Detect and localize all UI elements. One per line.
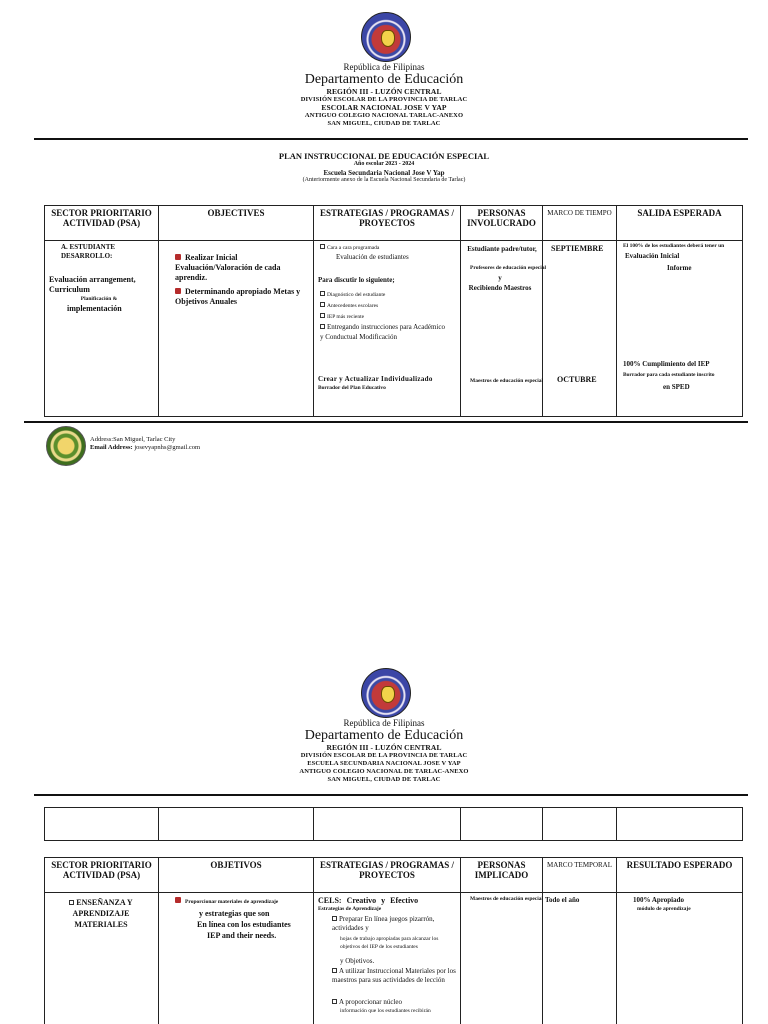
checkbox-icon	[320, 324, 325, 329]
output2-2: módulo de aprendizaje	[637, 906, 691, 912]
header-persons: PERSONAS INVOLUCRADO	[461, 206, 543, 241]
header-time: MARCO DE TIEMPO	[543, 206, 617, 241]
sector-item-2: ENSEÑANZA Y APRENDIZAJE MATERIALES	[49, 897, 153, 930]
output-5: Borrador para cada estudiante inscrito	[623, 372, 715, 378]
persons-2: Profesores de educación especial	[470, 265, 547, 271]
footer-contact	[90, 436, 200, 452]
strategy2-sub: Estrategias de Aprendizaje	[318, 906, 382, 912]
deped-seal-icon-2	[361, 668, 411, 718]
output-2: Evaluación Inicial	[625, 252, 680, 260]
objective-1: Realizar Inicial Evaluación/Valoración de cada aprendiz.	[175, 253, 281, 282]
sector-eval: Evaluación arrangement, Curriculum	[49, 275, 136, 294]
city-label: SAN MIGUEL, CIUDAD DE TARLAC	[327, 120, 441, 127]
header-sector: SECTOR PRIORITARIO ACTIVIDAD (PSA)	[45, 206, 159, 241]
department-title-2: Departamento de Educación	[304, 728, 464, 743]
objectives-cell-2	[159, 893, 314, 1024]
output2-1: 100% Apropiado	[633, 896, 685, 904]
time-cell	[543, 241, 617, 417]
school-label-2: ESCUELA SECUNDARIA NACIONAL JOSE V YAP	[307, 760, 461, 767]
empty-cell	[45, 808, 159, 841]
sector-impl: implementación	[67, 304, 122, 313]
strategy2-5: A proporcionar núcleo	[332, 998, 456, 1006]
letterhead-top	[0, 62, 768, 128]
strategy2-cels: CELS: Creativo y Efectivo	[318, 896, 419, 905]
school-seal-icon	[46, 426, 86, 466]
output-6: en SPED	[663, 383, 690, 391]
checkbox-icon	[332, 999, 337, 1004]
output-cell	[617, 241, 743, 417]
school-label: ESCOLAR NACIONAL JOSE V YAP	[321, 103, 447, 112]
header-strategies: ESTRATEGIAS / PROGRAMAS / PROYECTOS	[314, 206, 461, 241]
header-objectives-2: OBJETIVOS	[159, 858, 314, 893]
strategy2-4: A utilizar Instruccional Materiales por los maestros para sus actividades de lección	[332, 967, 456, 984]
strategy2-3: y Objetivos.	[340, 957, 375, 965]
school-year: Año escolar 2023 - 2024	[353, 161, 415, 167]
letterhead-second	[0, 718, 768, 784]
output-4: 100% Cumplimiento del IEP	[623, 360, 710, 368]
sector-cell	[45, 241, 159, 417]
annex-label-2: ANTIGUO COLEGIO NACIONAL DE TARLAC-ANEXO	[299, 768, 469, 775]
output-3: Informe	[667, 264, 692, 272]
plan-table-2-empty	[44, 807, 743, 841]
strategy-eval: Evaluación de estudiantes	[336, 253, 409, 261]
objective2-2: y estrategias que son	[199, 909, 270, 918]
header-strategies-2: ESTRATEGIAS / PROGRAMAS / PROYECTOS	[314, 858, 461, 893]
strategy2-2: hojas de trabajo apropiadas para alcanzar los objetivos del IEP de los estudiantes	[340, 936, 439, 950]
strategy-sub-3: IEP más reciente	[320, 313, 364, 320]
plan-school: Escuela Secundaria Nacional Jose V Yap	[323, 169, 445, 177]
division-label: DIVISIÓN ESCOLAR DE LA PROVINCIA DE TARLAC	[300, 96, 468, 103]
email-link[interactable]: josevyapnhs@gmail.com	[134, 444, 201, 451]
header-sector-2: SECTOR PRIORITARIO ACTIVIDAD (PSA)	[45, 858, 159, 893]
objective2-3: En línea con los estudiantes	[197, 920, 291, 929]
persons-cell-2	[461, 893, 543, 1024]
sector-item: A. ESTUDIANTE DESARROLLO:	[61, 243, 116, 260]
header-time-2: MARCO TEMPORAL	[543, 858, 617, 893]
strategy-discuss: Para discutir lo siguiente;	[318, 276, 395, 284]
strategy-item-1: Cara a cara programada	[320, 244, 379, 251]
plan-title: PLAN INSTRUCCIONAL DE EDUCACIÓN ESPECIAL	[278, 151, 490, 161]
empty-cell	[461, 808, 543, 841]
persons-5: Maestros de educación especial	[470, 378, 544, 384]
checkbox-icon	[69, 900, 74, 905]
region-label: REGIÓN III - LUZÓN CENTRAL	[326, 87, 442, 96]
checkbox-icon	[320, 244, 325, 249]
strategy-draft: Borrador del Plan Educativo	[318, 385, 386, 391]
strategies-cell	[314, 241, 461, 417]
bullet-icon	[175, 288, 181, 294]
bullet-icon	[175, 254, 181, 260]
checkbox-icon	[332, 916, 337, 921]
annex-label: ANTIGUO COLEGIO NACIONAL TARLAC-ANEXO	[304, 112, 464, 119]
persons-4: Recibiendo Maestros	[468, 284, 532, 292]
empty-cell	[617, 808, 743, 841]
city-label-2: SAN MIGUEL, CIUDAD DE TARLAC	[327, 776, 441, 783]
objective2-4: IEP and their needs.	[207, 931, 277, 940]
plan-table-1	[44, 205, 743, 417]
plan-table-3	[44, 857, 743, 1024]
objective-2: Determinando apropiado Metas y Objetivos Anuales	[175, 287, 301, 306]
persons-cell	[461, 241, 547, 417]
strategy-sub-1: Diagnóstico del estudiante	[320, 291, 385, 298]
checkbox-icon	[320, 291, 325, 296]
footer-divider	[24, 421, 748, 423]
output-1: El 100% de los estudiantes deberá tener un	[623, 243, 725, 249]
checkbox-icon	[320, 313, 325, 318]
footer-address: Address:San Miguel, Tarlac City	[90, 436, 176, 443]
republic-label-2: República de Filipinas	[343, 718, 425, 728]
persons2-1: Maestros de educación especial	[470, 896, 544, 902]
time-cell-2	[543, 893, 617, 1024]
sector-cell-2	[45, 893, 159, 1024]
empty-cell	[314, 808, 461, 841]
strategy-create: Crear y Actualizar Individualizado	[318, 375, 433, 383]
header-objectives: OBJECTIVES	[159, 206, 314, 241]
objectives-cell	[159, 241, 314, 417]
time-september: SEPTIEMBRE	[551, 244, 604, 253]
strategy2-1: Preparar En línea juegos pizarrón, actividades y	[332, 915, 435, 932]
deped-seal-icon	[361, 12, 411, 62]
division-label-2: DIVISIÓN ESCOLAR DE LA PROVINCIA DE TARLAC	[300, 752, 468, 759]
plan-heading	[0, 151, 768, 183]
persons-3: y	[498, 274, 502, 282]
header-persons-2: PERSONAS IMPLICADO	[461, 858, 543, 893]
empty-cell	[159, 808, 314, 841]
plan-former-name: (Anteriormente anexo de la Escuela Nacional Secundaria de Tarlac)	[302, 177, 466, 183]
objective2-1: Proporcionar materiales de aprendizaje	[175, 897, 315, 905]
time-all-year: Todo el año	[545, 896, 580, 904]
sector-plan: Planificación &	[80, 296, 118, 302]
strategy-sub-2: Antecedentes escolares	[320, 302, 378, 309]
department-title: Departamento de Educación	[304, 72, 464, 87]
empty-cell	[543, 808, 617, 841]
footer-email: Email Address: josevyapnhs@gmail.com	[90, 444, 201, 451]
header-output: SALIDA ESPERADA	[617, 206, 743, 241]
republic-label: República de Filipinas	[343, 62, 425, 72]
checkbox-icon	[332, 968, 337, 973]
header-divider	[34, 138, 748, 140]
checkbox-icon	[320, 302, 325, 307]
strategies-cell-2	[314, 893, 461, 1024]
strategy2-6: información que los estudiantes recibirán	[340, 1008, 431, 1014]
bullet-icon	[175, 897, 181, 903]
persons-1: Estudiante padre/tutor,	[467, 245, 537, 253]
region-label-2: REGIÓN III - LUZÓN CENTRAL	[326, 743, 442, 752]
output-cell-2	[617, 893, 743, 1024]
strategy-sub-4: Entregando instrucciones para Académico y Conductual Modificación	[320, 323, 445, 341]
time-october: OCTUBRE	[557, 375, 597, 384]
header-output-2: RESULTADO ESPERADO	[617, 858, 743, 893]
header-divider-2	[34, 794, 748, 796]
